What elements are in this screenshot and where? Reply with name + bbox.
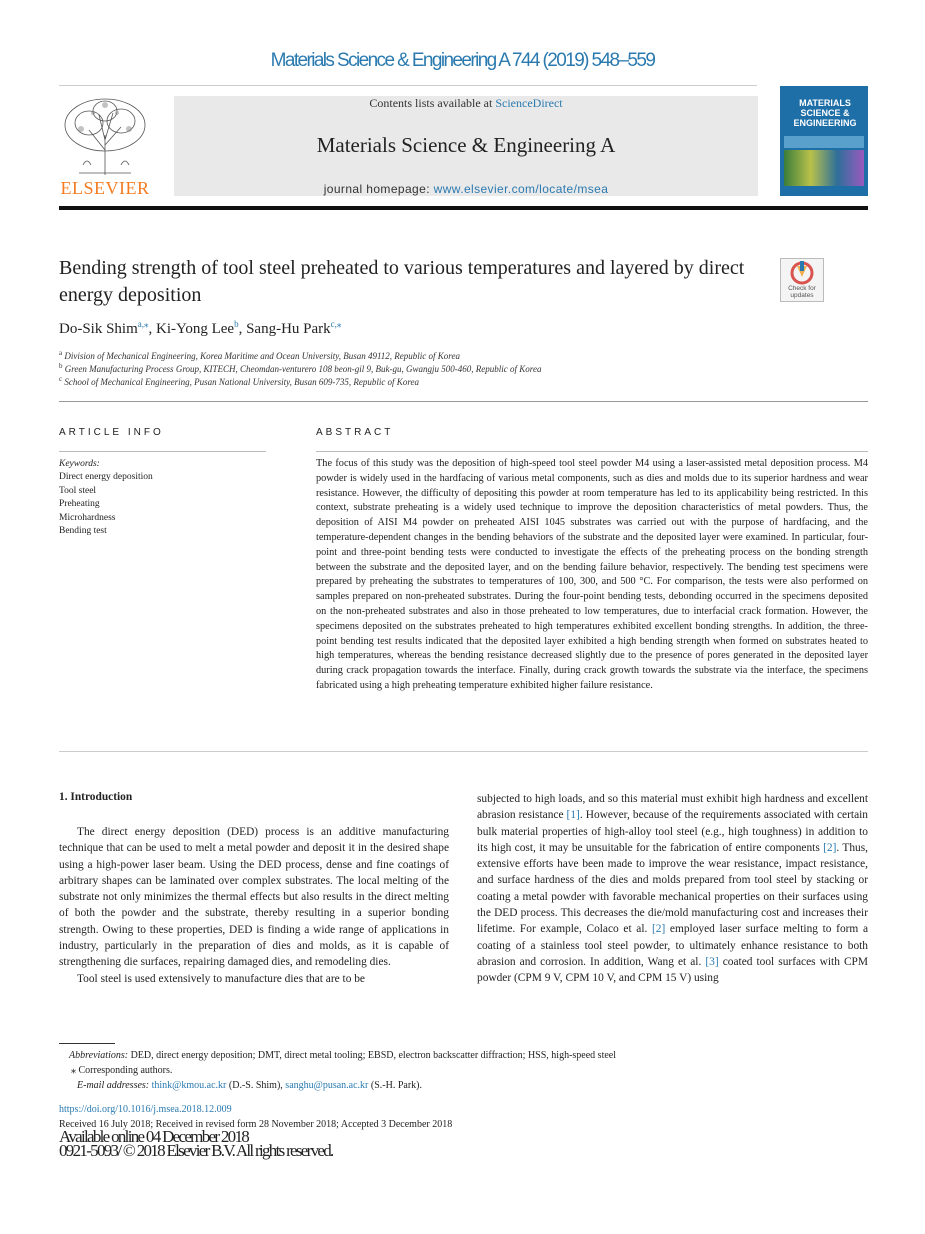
email-owner: (D.-S. Shim), <box>226 1080 286 1091</box>
keyword: Direct energy deposition <box>59 472 153 483</box>
header-divider <box>59 85 757 86</box>
affiliation-sup: b <box>59 362 63 370</box>
abstract-rule <box>316 451 868 452</box>
elsevier-logo[interactable] <box>59 95 151 199</box>
homepage-link[interactable]: www.elsevier.com/locate/msea <box>433 182 609 196</box>
journal-name: Materials Science & Engineering A <box>316 133 616 157</box>
homepage-prefix: journal homepage: <box>323 182 434 196</box>
homepage-line <box>174 182 758 196</box>
author-list <box>59 319 341 338</box>
keyword: Bending test <box>59 526 107 537</box>
contents-line <box>174 96 758 111</box>
keywords-label: Keywords: <box>59 459 100 469</box>
article-title: Bending strength of tool steel preheated to various temperatures and layered by direct energy deposition <box>59 257 745 306</box>
author-sup[interactable]: c,⁎ <box>330 319 342 329</box>
body-column-left <box>59 807 449 987</box>
reference-link[interactable]: [2] <box>651 923 666 936</box>
affiliation-text: Green Manufacturing Process Group, KITECH, Cheomdan-venturero 108 beon-gil 9, Buk-gu, Gwangju 500-460, Republic of Korea <box>64 364 542 374</box>
contents-prefix: Contents lists available at <box>369 96 496 110</box>
affiliation-sup: a <box>59 349 63 357</box>
author-separator: , <box>148 321 157 337</box>
reference-link[interactable]: [2] <box>823 841 837 854</box>
affiliation <box>59 375 419 387</box>
affiliation <box>59 349 460 361</box>
text-run: . However, because of the requirements associated with certain bulk material properties of high-alloy tool steel (e.g., high toughness) in addition to its high cost, it may be unsuitable for the fabrication of entire components <box>477 809 868 854</box>
author-name[interactable]: Ki-Yong Lee <box>156 321 235 337</box>
reference-link[interactable]: [1] <box>566 809 580 822</box>
abbrev-label: Abbreviations: <box>69 1050 129 1061</box>
affiliation-text: Division of Mechanical Engineering, Korea Maritime and Ocean University, Busan 49112, Republic of Korea <box>64 351 460 361</box>
author-sup[interactable]: a,⁎ <box>137 319 149 329</box>
footnote-rule <box>59 1043 115 1044</box>
keyword: Tool steel <box>59 485 97 496</box>
check-updates-label: Check for updates <box>788 285 816 299</box>
section-divider <box>59 751 868 752</box>
email-link[interactable]: sanghu@pusan.ac.kr <box>285 1080 369 1091</box>
journal-cover-thumbnail[interactable] <box>780 86 868 196</box>
issn-copyright: 0921-5093/ © 2018 Elsevier B.V. All rights reserved. <box>59 1141 333 1160</box>
cover-image <box>784 150 864 186</box>
check-for-updates-badge[interactable] <box>780 258 824 302</box>
affiliation-text: School of Mechanical Engineering, Pusan National University, Busan 609-735, Republic of Korea <box>64 377 419 387</box>
keywords-block <box>59 458 266 538</box>
abstract-text: The focus of this study was the deposition of high-speed tool steel powder M4 using a laser-assisted metal deposition process. M4 powder is widely used in the hardfacing of various metal components, such as dies and molds due to its superior hardness and wear resistance. However, the difficulty of depositing this powder at room temperature has led to its applicability being restricted. In this context, substrate preheating is a widely used technique to improve the deposition characteristics of metal powders. Thus, the deposition of AISI M4 powder on preheated AISI 1045 substrates was carried out with the purpose of hardfacing, and the temperature-dependent changes in the bending behaviors of the substrate and the deposited layer were examined. In particular, four-point and three-point bending tests were conducted to investigate the effects of the preheating process on the bonding strength between the substrate and the deposited layer, and on the bending failure behavior, respectively. The bending test specimens were prepared by preheating the substrates to temperatures of 100, 300, and 500 °C. For comparison, the tests were also performed on samples prepared on non-preheated substrates. During the four-point bending tests, debonding occurred in the specimens deposited on the non-preheated substrates and also in those preheated to low temperatures, due to interfacial crack formation. However, the specimens deposited on the substrates preheated to high temperatures exhibited excellent bonding strengths. In addition, the three-point bending test results indicated that the deposited layer exhibited a high bending strength when formed on substrates heated to high temperatures, whereas the bending resistance decreased slightly due to the presence of pores generated in the deposited layer during crack propagation towards the interface. Finally, during crack growth towards the substrate via the interface, the specimens fabricated using a high preheating temperature exhibited higher failure resistance. <box>316 458 868 691</box>
body-column-right <box>477 791 868 987</box>
abbreviations-footnote <box>69 1048 869 1063</box>
email-footnote <box>69 1078 869 1093</box>
text-run: . Thus, extensive efforts have been made to improve the wear resistance, impact resistance, and surface hardness of the dies and molds prepared from tool steel by stacking or coating a metal powder with favorable mechanical properties on their surfaces using the DED process. This decreases the die/mold manufacturing cost and increases their lifetime. For example, Colaco et al. <box>477 841 868 936</box>
text-run: coated tool surfaces with CPM powder (CPM 9 V, CPM 10 V, and CPM 15 V) using <box>477 955 869 985</box>
keyword: Microhardness <box>59 512 116 523</box>
text-run: subjected to high loads, and so this material must exhibit high hardness and excellent abrasion resistance <box>477 793 868 822</box>
reference-link[interactable]: [3] <box>705 955 719 968</box>
author-separator: , <box>238 321 247 337</box>
article-info-rule <box>59 451 266 452</box>
paragraph: The direct energy deposition (DED) process is an additive manufacturing technique that can be used to melt a metal powder and deposit it in the desired shape using a high-power laser beam. Using the DED process, dense and fine coatings of arbitrary shapes can be laminated over complex substrates. The local melting of the substrate not only minimizes the thermal effects but also results in the direct melting of both the powder and the substrate, thereby resulting in a superior bonding strength. Owing to these properties, DED is finding a wide range of applications in industry, particularly in the preparation of dies and molds, as it is capable of strengthening die surfaces, repairing damaged dies, and remodeling dies. <box>59 826 449 969</box>
journal-citation[interactable]: Materials Science & Engineering A 744 (2019) 548–559 <box>270 50 655 71</box>
paragraph <box>477 791 868 987</box>
footnotes <box>69 1048 869 1093</box>
article-info-heading: ARTICLE INFO <box>59 427 164 438</box>
email-label: E-mail addresses: <box>77 1080 150 1091</box>
affiliation <box>59 362 541 374</box>
section-heading: 1. Introduction <box>59 791 133 803</box>
received-dates: Received 16 July 2018; Received in revised form 28 November 2018; Accepted 3 December 2018 <box>59 1119 453 1130</box>
header-thick-rule <box>59 206 868 210</box>
paragraph: Tool steel is used extensively to manufacture dies that are to be <box>77 972 365 985</box>
author-sup[interactable]: b <box>234 319 239 329</box>
cover-title: MATERIALS SCIENCE & ENGINEERING <box>793 98 857 128</box>
section-divider <box>59 401 868 402</box>
author-name[interactable]: Do-Sik Shim <box>59 321 138 337</box>
abstract-heading: ABSTRACT <box>316 427 394 438</box>
text-run: employed laser surface melting to form a coating of a stainless tool steel powder, to ultimately enhance resistance to both abrasion and corrosion. In addition, Wang et al. <box>477 923 868 968</box>
author-name[interactable]: Sang-Hu Park <box>246 321 331 337</box>
corresponding-footnote: ⁎ Corresponding authors. <box>71 1065 173 1076</box>
available-online: Available online 04 December 2018 <box>59 1127 249 1146</box>
abbrev-text: DED, direct energy deposition; DMT, direct metal tooling; EBSD, electron backscatter diffraction; HSS, high-speed steel <box>128 1050 616 1061</box>
elsevier-wordmark: ELSEVIER <box>60 178 150 198</box>
cover-strip <box>784 136 864 148</box>
email-owner: (S.-H. Park). <box>368 1080 422 1091</box>
keyword: Preheating <box>59 499 100 510</box>
journal-header-box <box>174 96 758 196</box>
affiliation-sup: c <box>59 375 63 383</box>
doi-link[interactable]: https://doi.org/10.1016/j.msea.2018.12.009 <box>59 1104 232 1115</box>
sciencedirect-link[interactable]: ScienceDirect <box>495 96 563 110</box>
email-link[interactable]: think@kmou.ac.kr <box>151 1080 227 1091</box>
elsevier-tree-icon <box>59 95 151 177</box>
